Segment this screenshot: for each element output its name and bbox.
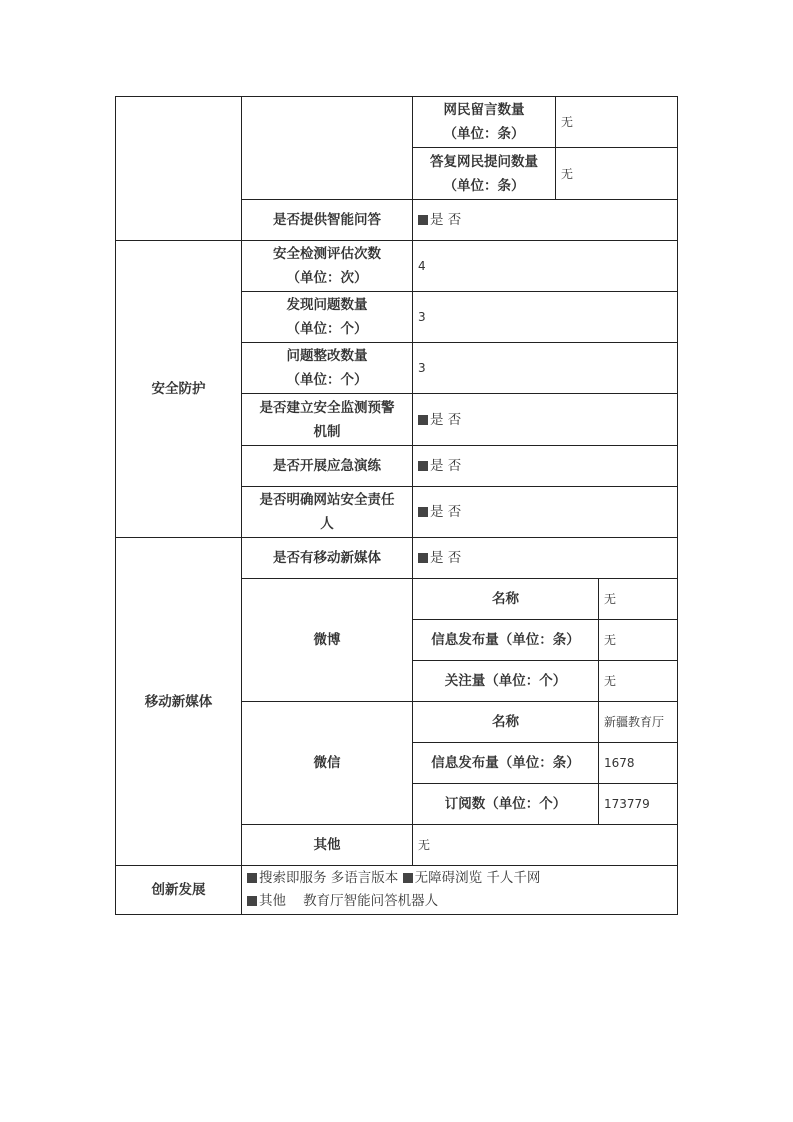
reply-count-label: 答复网民提问数量 （单位：条） — [412, 147, 556, 200]
wechat-name-label: 名称 — [412, 701, 599, 743]
wechat-name-value: 新疆教育厅 — [598, 701, 678, 743]
smart-qa-label: 是否提供智能问答 — [241, 199, 413, 241]
blank-section-cell — [115, 96, 242, 241]
weibo-label: 微博 — [241, 578, 413, 702]
checkbox-checked-icon — [247, 873, 257, 883]
innovation-section-label: 创新发展 — [115, 865, 242, 915]
issues-fixed-label: 问题整改数量 （单位：个） — [241, 342, 413, 394]
checkbox-checked-icon — [418, 215, 428, 225]
weibo-followers-label: 关注量（单位：个） — [412, 660, 599, 702]
message-count-value: 无 — [555, 96, 678, 148]
checkbox-checked-icon — [418, 507, 428, 517]
issues-fixed-value: 3 — [412, 342, 678, 394]
reply-count-value: 无 — [555, 147, 678, 200]
checkbox-checked-icon — [247, 896, 257, 906]
checkbox-checked-icon — [418, 553, 428, 563]
weibo-posts-label: 信息发布量（单位：条） — [412, 619, 599, 661]
drill-value: 是 否 — [412, 445, 678, 487]
wechat-posts-label: 信息发布量（单位：条） — [412, 742, 599, 784]
other-media-label: 其他 — [241, 824, 413, 866]
blank-subsection-cell — [241, 96, 413, 200]
weibo-followers-value: 无 — [598, 660, 678, 702]
has-mobile-value: 是 否 — [412, 537, 678, 579]
wechat-subscribers-label: 订阅数（单位：个） — [412, 783, 599, 825]
responsible-label: 是否明确网站安全责任 人 — [241, 486, 413, 538]
security-eval-label: 安全检测评估次数 （单位：次） — [241, 240, 413, 292]
weibo-name-label: 名称 — [412, 578, 599, 620]
innovation-options — [241, 865, 678, 915]
mobile-section-label: 移动新媒体 — [115, 537, 242, 866]
checkbox-checked-icon — [403, 873, 413, 883]
checkbox-checked-icon — [418, 415, 428, 425]
checkbox-checked-icon — [418, 461, 428, 471]
has-mobile-label: 是否有移动新媒体 — [241, 537, 413, 579]
monitoring-value: 是 否 — [412, 393, 678, 446]
innovation-line-1: 搜索即服务 多语言版本 无障碍浏览 千人千网 — [247, 867, 540, 890]
wechat-label: 微信 — [241, 701, 413, 825]
drill-label: 是否开展应急演练 — [241, 445, 413, 487]
wechat-posts-value: 1678 — [598, 742, 678, 784]
innovation-line-2: 其他 教育厅智能问答机器人 — [247, 890, 438, 913]
other-media-value: 无 — [412, 824, 678, 866]
wechat-subscribers-value: 173779 — [598, 783, 678, 825]
responsible-value: 是 否 — [412, 486, 678, 538]
weibo-posts-value: 无 — [598, 619, 678, 661]
message-count-label: 网民留言数量 （单位：条） — [412, 96, 556, 148]
issues-found-label: 发现问题数量 （单位：个） — [241, 291, 413, 343]
security-eval-value: 4 — [412, 240, 678, 292]
smart-qa-value: 是 否 — [412, 199, 678, 241]
monitoring-label: 是否建立安全监测预警 机制 — [241, 393, 413, 446]
security-section-label: 安全防护 — [115, 240, 242, 538]
issues-found-value: 3 — [412, 291, 678, 343]
weibo-name-value: 无 — [598, 578, 678, 620]
